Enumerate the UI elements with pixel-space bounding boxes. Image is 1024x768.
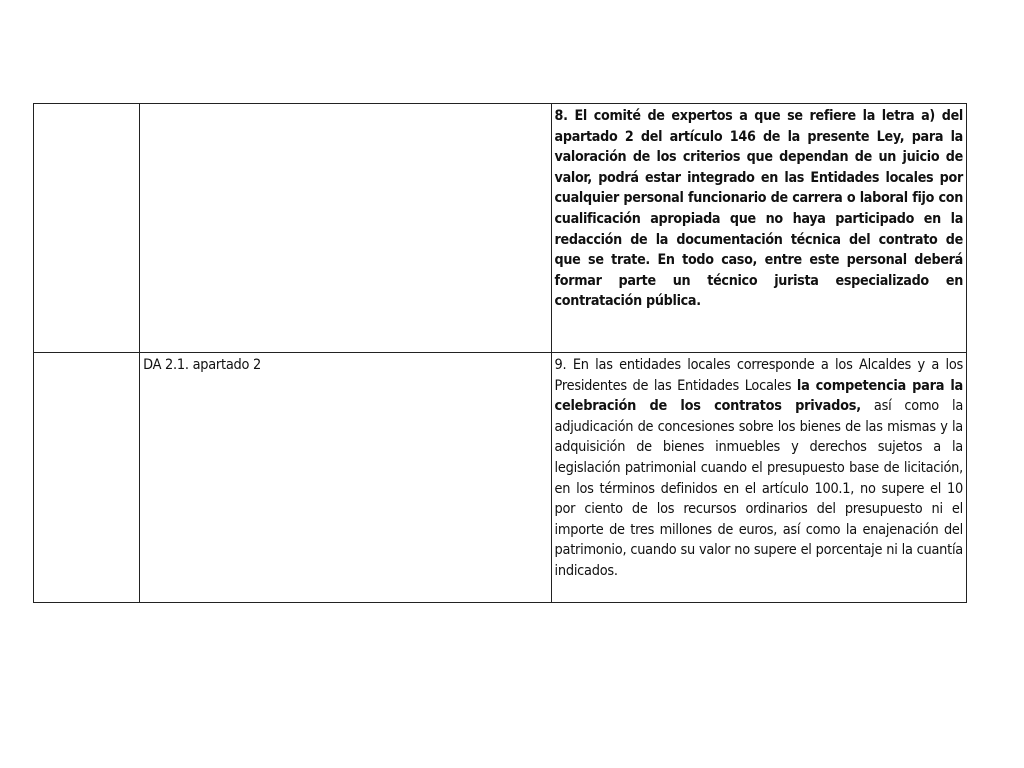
cell-text [34,104,139,106]
reference-text: DA 2.1. apartado 2 [143,357,261,373]
paragraph-9 [552,353,966,582]
table-cell-empty [34,104,140,353]
document-table [33,103,967,603]
table-cell-empty [34,353,140,603]
paragraph-8: 8. El comité de expertos a que se refiere la letra a) del apartado 2 del artículo 146 de la presente Ley, para la valoración de los criterios que dependan de un juicio de valor, podrá estar integrado en las Entidades locales por cualquier personal funcionario de carrera o laboral fijo con cualificación apropiada que no haya participado en la redacción de la documentación técnica del contrato de que se trate. En todo caso, entre este personal deberá formar parte un técnico jurista especializado en contratación pública. [554,108,963,310]
table-cell-content [551,104,966,353]
paragraph-9-intro: 9. En las entidades locales corresponde a los Alcaldes y a los Presidentes de las Entidades Locales [554,357,963,394]
table-cell-reference [140,353,551,603]
table-row [34,104,967,353]
cell-text [34,353,139,355]
table-cell-content [551,353,966,603]
paragraph-9-emphasis: la competencia para la celebración de los contratos privados, [554,377,963,415]
table-row [34,353,967,603]
table-cell-reference [140,104,551,353]
paragraph-9-rest: así como la adjudicación de concesiones sobre los bienes de las mismas y la adquisición de bienes inmuebles y derechos sujetos a la legislación patrimonial cuando el presupuesto base de licitación, en los términos definidos en el artículo 100.1, no supere el 10 por ciento de los recursos ordinarios del presupuesto ni el importe de tres millones de euros, así como la enajenación del patrimonio, cuando su valor no supere el porcentaje ni la cuantía indicados. [554,398,963,579]
reference-text [140,104,550,106]
